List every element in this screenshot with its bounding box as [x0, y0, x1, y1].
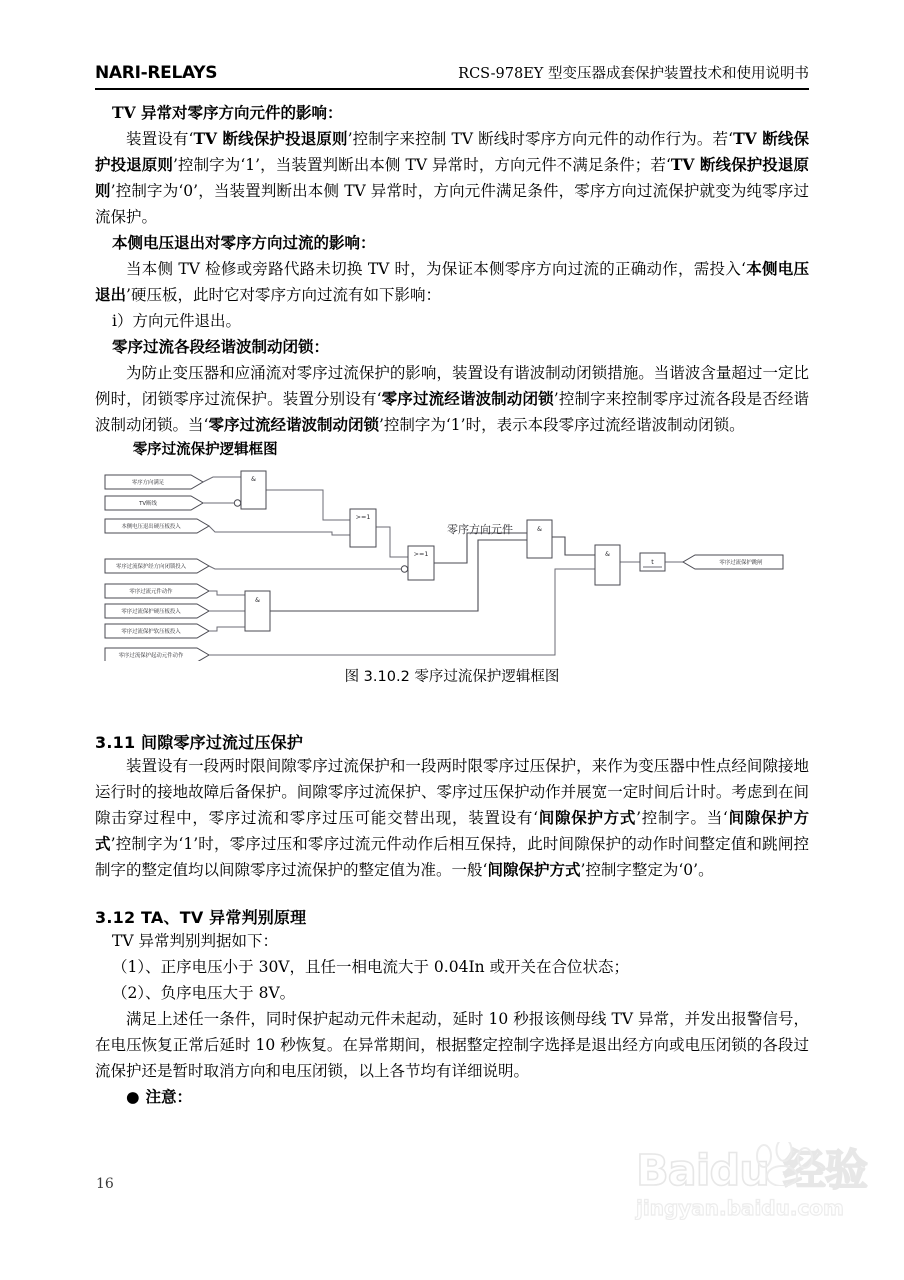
text-run: ’控制字为‘1’时，零序过压和零序过流元件动作后相互保持，此时间隙保护的动作时间整定值和跳闸控制字的整定值均以间隙零序过流保护的整定值为准。一般‘	[95, 835, 809, 879]
logic-diagram	[95, 465, 809, 661]
diagram-gate-or-1	[350, 509, 376, 547]
diagram-gate-and-2	[245, 591, 270, 631]
paragraph-harmonic-block	[95, 360, 809, 438]
control-word-gap-2: 间隙保护方式	[95, 808, 809, 853]
diagram-input-3	[105, 519, 209, 533]
diagram-input-5	[105, 584, 209, 598]
gate-label-or-2: >=1	[413, 550, 429, 558]
diagram-input-2-label: TV断线	[139, 501, 157, 507]
page-number: 16	[96, 1176, 114, 1192]
watermark-main-text: Baidu 经验	[636, 1146, 867, 1196]
watermark-sub-text: jingyan.baidu.com	[636, 1196, 844, 1220]
heading-harmonic-block: 零序过流各段经谐波制动闭锁：	[112, 337, 330, 356]
page-content	[95, 100, 809, 1110]
diagram-input-1-label: 零序方向满足	[131, 480, 165, 486]
diagram-input-1	[105, 475, 203, 489]
gate-label-and-3: &	[537, 525, 542, 533]
note-label: 注意：	[145, 1087, 193, 1106]
control-word-3: TV 断线保护投退原则	[95, 155, 809, 200]
control-word-2: TV 断线保护投退原则	[95, 129, 809, 174]
note-line	[95, 1084, 809, 1110]
diagram-input-8-label: 零序过流保护起动元件动作	[118, 653, 184, 659]
brand-logo: NARI-RELAYS	[95, 63, 218, 83]
control-word-gap-3: 间隙保护方式	[487, 860, 581, 879]
heading-voltage-exit: 本侧电压退出对零序方向过流的影响：	[112, 233, 376, 252]
text-run: ’控制字为‘1’时，表示本段零序过流经谐波制动闭锁。	[378, 416, 745, 434]
criteria-item-1: （1）、正序电压小于 30V，且任一相电流大于 0.04In 或开关在合位状态；	[112, 958, 629, 976]
figure-caption: 图 3.10.2 零序过流保护逻辑框图	[344, 669, 560, 685]
hard-plate-name: 本侧电压退出	[95, 259, 809, 304]
diagram-gate-or-2	[408, 546, 434, 580]
diagram-timer-block	[640, 553, 665, 571]
text-run: 为防止变压器和应涌流对零序过流保护的影响，装置设有谐波制动闭锁措施。当谐波含量超过一定比例时，闭锁零序过流保护。装置分别设有‘	[95, 364, 809, 408]
paragraph-tv-abnormal	[95, 126, 809, 230]
paragraph-312-intro: TV 异常判别判据如下：	[112, 932, 279, 950]
diagram-input-6	[105, 604, 209, 618]
control-word-4: 零序过流经谐波制动闭锁	[381, 389, 554, 408]
bullet-icon: ●	[126, 1087, 140, 1106]
header-document-title: RCS-978EY 型变压器成套保护装置技术和使用说明书	[458, 66, 809, 82]
gate-label-and-2: &	[255, 596, 260, 604]
diagram-gate-and-3	[527, 520, 552, 558]
diagram-input-7-label: 零序过流保护软压板投入	[121, 629, 181, 635]
diagram-gate-and-4	[595, 545, 620, 585]
diagram-input-8	[105, 648, 209, 661]
text-run: ’硬压板，此时它对零序方向过流有如下影响：	[126, 286, 441, 304]
figure-heading: 零序过流保护逻辑框图	[132, 442, 278, 458]
paragraph-311	[95, 753, 809, 883]
baidu-watermark	[636, 1148, 896, 1246]
text-run: ’控制字。当‘	[636, 809, 728, 827]
text-run: 当本侧 TV 检修或旁路代路未切换 TV 时，为保证本侧零序方向过流的正确动作，需投入‘	[126, 260, 746, 278]
paw-icon	[748, 1142, 828, 1186]
gate-label-or-1: >=1	[355, 513, 371, 521]
control-word-1: TV 断线保护投退原则	[193, 129, 348, 148]
diagram-annotation: 零序方向元件	[447, 523, 513, 536]
gate-label-and-1: &	[251, 475, 256, 483]
list-item-i: i）方向元件退出。	[112, 312, 242, 330]
text-run: 装置设有‘	[126, 130, 194, 148]
page-header	[95, 62, 809, 90]
text-run: 装置设有一段两时限间隙零序过流保护和一段两时限零序过压保护，来作为变压器中性点经间隙接地运行时的接地故障后备保护。间隙零序过流保护、零序过压保护动作并展宽一定时间后计时。考虑到在间隙击穿过程中，零序过流和零序过压可能交替出现，装置设有‘	[95, 757, 809, 827]
diagram-input-3-label: 本侧电压退出硬压板投入	[121, 524, 181, 530]
text-run: ’控制字来控制零序过流各段是否经谐波制动闭锁。当‘	[95, 390, 809, 434]
text-run: ’控制字为‘1’，当装置判断出本侧 TV 异常时，方向元件不满足条件；若‘	[172, 156, 671, 174]
text-run: ’控制字为‘0’，当装置判断出本侧 TV 异常时，方向元件满足条件，零序方向过流保护就变为纯零序过流保护。	[95, 182, 809, 226]
heading-tv-abnormal: TV 异常对零序方向元件的影响：	[112, 103, 343, 122]
paragraph-voltage-exit	[95, 256, 809, 308]
diagram-gate-and-1	[241, 471, 266, 509]
gate-label-and-4: &	[605, 550, 610, 558]
diagram-output-label: 零序过流保护跳闸	[719, 560, 763, 566]
criteria-item-2: （2）、负序电压大于 8V。	[112, 984, 296, 1002]
diagram-input-7	[105, 624, 209, 638]
diagram-input-5-label: 零序过流元件动作	[129, 589, 173, 595]
diagram-input-4	[105, 559, 209, 573]
text-run: ’控制字整定为‘0’。	[580, 861, 714, 879]
section-heading-312: 3.12 TA、TV 异常判别原理	[95, 908, 307, 927]
diagram-input-2	[105, 496, 203, 510]
control-word-gap-1: 间隙保护方式	[538, 808, 637, 827]
paragraph-312-detail: 满足上述任一条件，同时保护起动元件未起动，延时 10 秒报该侧母线 TV 异常，并发出报警信号，在电压恢复正常后延时 10 秒恢复。在异常期间，根据整定控制字选择是退出经方向或电压闭锁的各段过流保护还是暂时取消方向和电压闭锁，以上各节均有详细说明。	[95, 1010, 809, 1080]
diagram-input-4-label: 零序过流保护经方向闭锁投入	[115, 564, 187, 570]
diagram-input-6-label: 零序过流保护硬压板投入	[121, 609, 181, 615]
control-word-5: 零序过流经谐波制动闭锁	[208, 415, 379, 434]
diagram-output	[683, 555, 783, 569]
section-heading-311: 3.11 间隙零序过流过压保护	[95, 733, 304, 752]
gate-label-timer: t	[651, 558, 654, 566]
text-run: ’控制字来控制 TV 断线时零序方向元件的动作行为。若‘	[347, 130, 734, 148]
